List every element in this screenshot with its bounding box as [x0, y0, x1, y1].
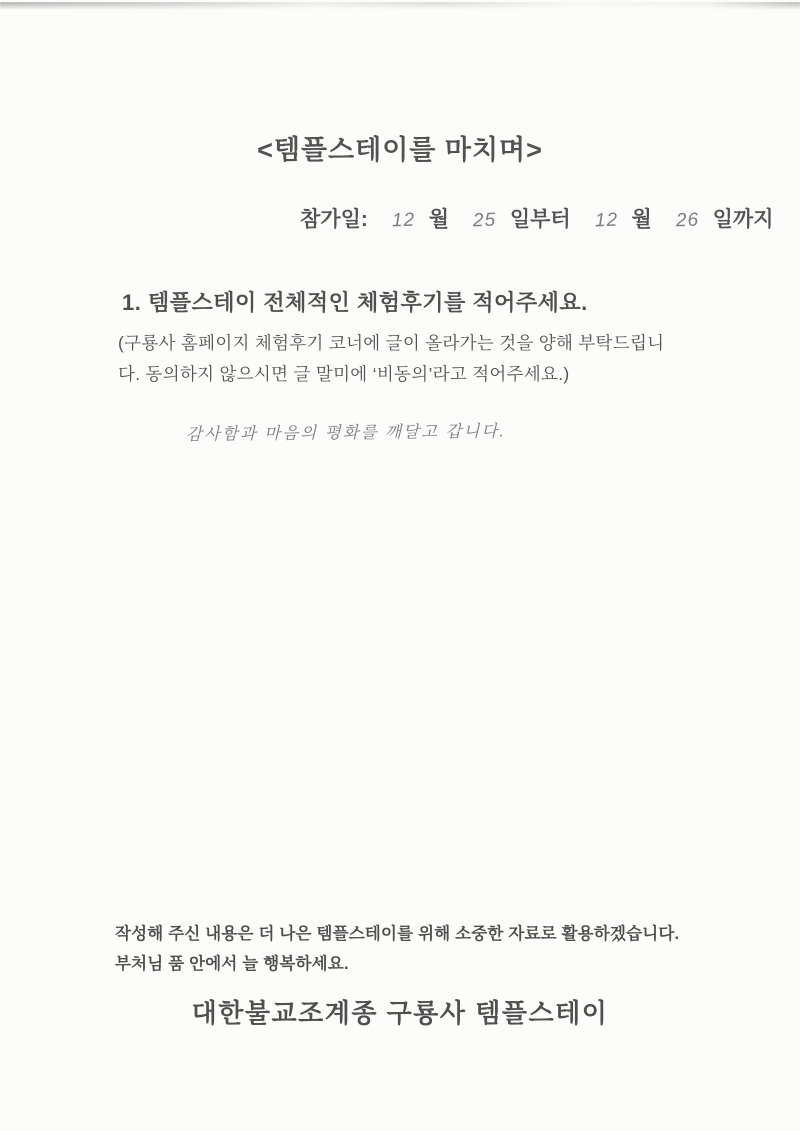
footer-message — [115, 919, 679, 979]
start-month-unit: 월 — [428, 208, 449, 231]
footer-message-line1: 작성해 주신 내용은 더 나은 템플스테이를 위해 소중한 자료로 활용하겠습니다. — [115, 925, 680, 943]
start-day-unit: 일부터 — [509, 208, 571, 231]
organization-title: 대한불교조계종 구룡사 템플스테이 — [191, 998, 609, 1028]
question-1-note-line2: 다. 동의하지 않으시면 글 말미에 ‘비동의’라고 적어주세요.) — [118, 364, 570, 384]
scanner-edge-shadow — [0, 2, 800, 10]
handwritten-end-month: 12 — [594, 209, 618, 232]
end-day-unit: 일까지 — [712, 208, 774, 231]
handwritten-answer: 감사함과 마음의 평화를 깨달고 갑니다. — [185, 422, 507, 444]
handwritten-end-day: 26 — [675, 209, 700, 232]
page-title: <템플스테이를 마치며> — [257, 135, 543, 165]
question-1-note-line1: (구룡사 홈페이지 체험후기 코너에 글이 올라가는 것을 양해 부탁드립니 — [118, 333, 665, 353]
question-1-heading: 1. 템플스테이 전체적인 체험후기를 적어주세요. — [122, 290, 588, 315]
end-month-unit: 월 — [631, 208, 652, 231]
footer-message-line2: 부처님 품 안에서 늘 행복하세요. — [115, 955, 349, 973]
participation-date-label: 참가일: — [300, 208, 368, 231]
handwritten-start-month: 12 — [391, 209, 416, 232]
participation-date-line — [300, 203, 777, 233]
question-1-note — [118, 328, 664, 390]
handwritten-start-day: 25 — [472, 209, 497, 232]
